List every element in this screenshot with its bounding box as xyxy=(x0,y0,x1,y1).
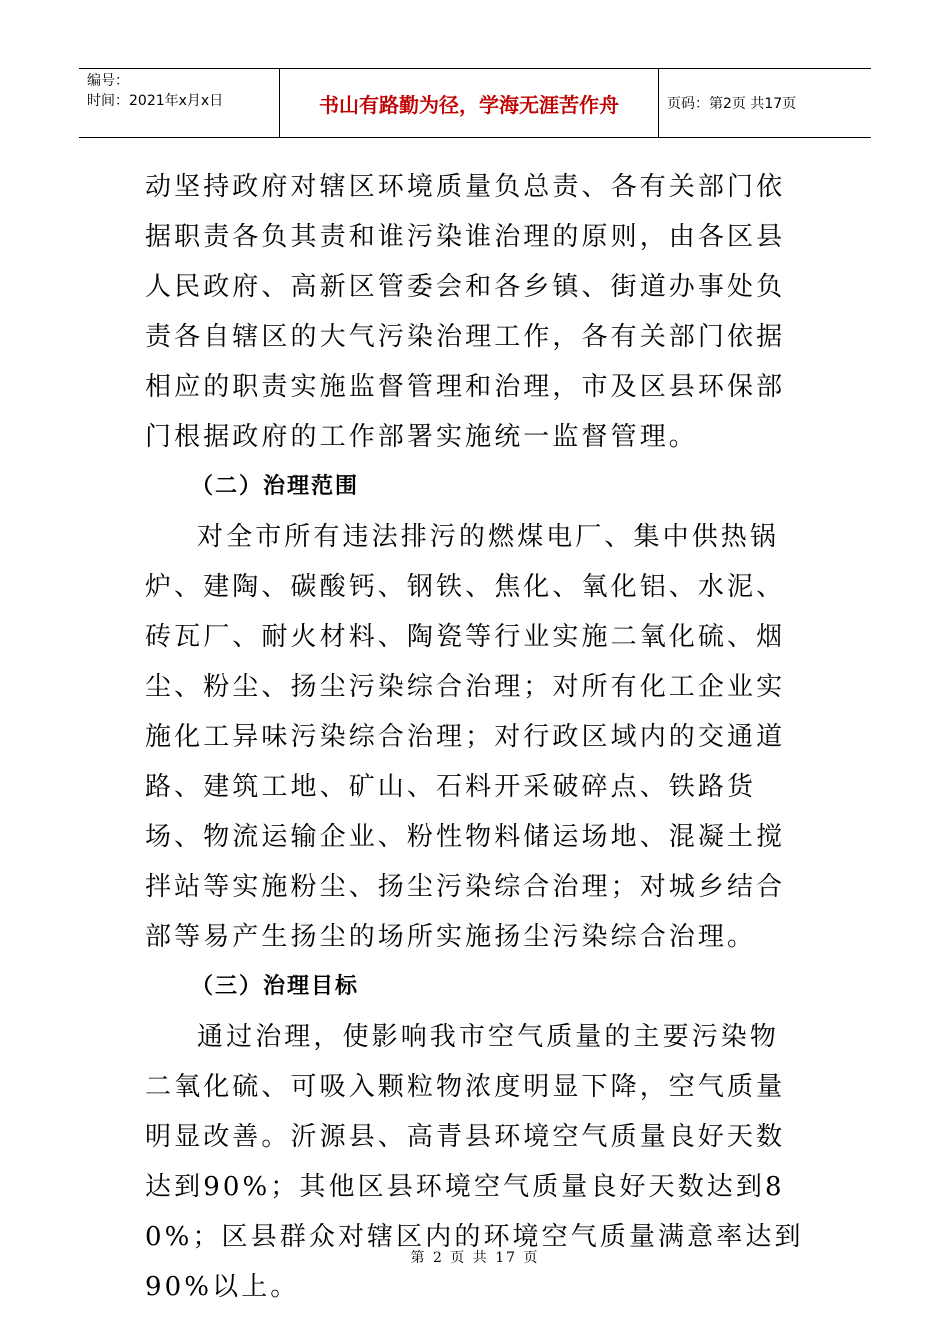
header-motto: 书山有路勤为径，学海无涯苦作舟 xyxy=(280,69,659,137)
section-heading-goals: （三）治理目标 xyxy=(191,974,360,999)
document-body xyxy=(145,162,807,1312)
page-header xyxy=(79,68,871,138)
page-footer: 第 2 页 共 17 页 xyxy=(410,1250,540,1266)
header-page-info: 页码：第2页 共17页 xyxy=(667,96,797,112)
paragraph-scope: 对全市所有违法排污的燃煤电厂、集中供热锅炉、建陶、碳酸钙、钢铁、焦化、氧化铝、水泥、砖瓦厂、耐火材料、陶瓷等行业实施二氧化硫、烟尘、粉尘、扬尘污染综合治理；对所有化工企业实施化工异味污染综合治理；对行政区域内的交通道路、建筑工地、矿山、石料开采破碎点、铁路货场、物流运输企业、粉性物料储运场地、混凝土搅拌站等实施粉尘、扬尘污染综合治理；对城乡结合部等易产生扬尘的场所实施扬尘污染综合治理。 xyxy=(145,522,786,952)
paragraph-responsibility: 动坚持政府对辖区环境质量负总责、各有关部门依据职责各负其责和谁污染谁治理的原则，由各区县人民政府、高新区管委会和各乡镇、街道办事处负责各自辖区的大气污染治理工作，各有关部门依据相应的职责实施监督管理和治理，市及区县环保部门根据政府的工作部署实施统一监督管理。 xyxy=(145,172,786,452)
document-time: 时间：2021年x月x日 xyxy=(87,93,224,109)
section-heading-scope: （二）治理范围 xyxy=(191,474,360,499)
document-number: 编号： xyxy=(87,73,129,89)
header-meta xyxy=(79,69,280,137)
paragraph-goals: 通过治理，使影响我市空气质量的主要污染物二氧化硫、可吸入颗粒物浓度明显下降，空气质量明显改善。沂源县、高青县环境空气质量良好天数达到90%；其他区县环境空气质量良好天数达到80%；区县群众对辖区内的环境空气质量满意率达到90%以上。 xyxy=(145,1022,804,1302)
